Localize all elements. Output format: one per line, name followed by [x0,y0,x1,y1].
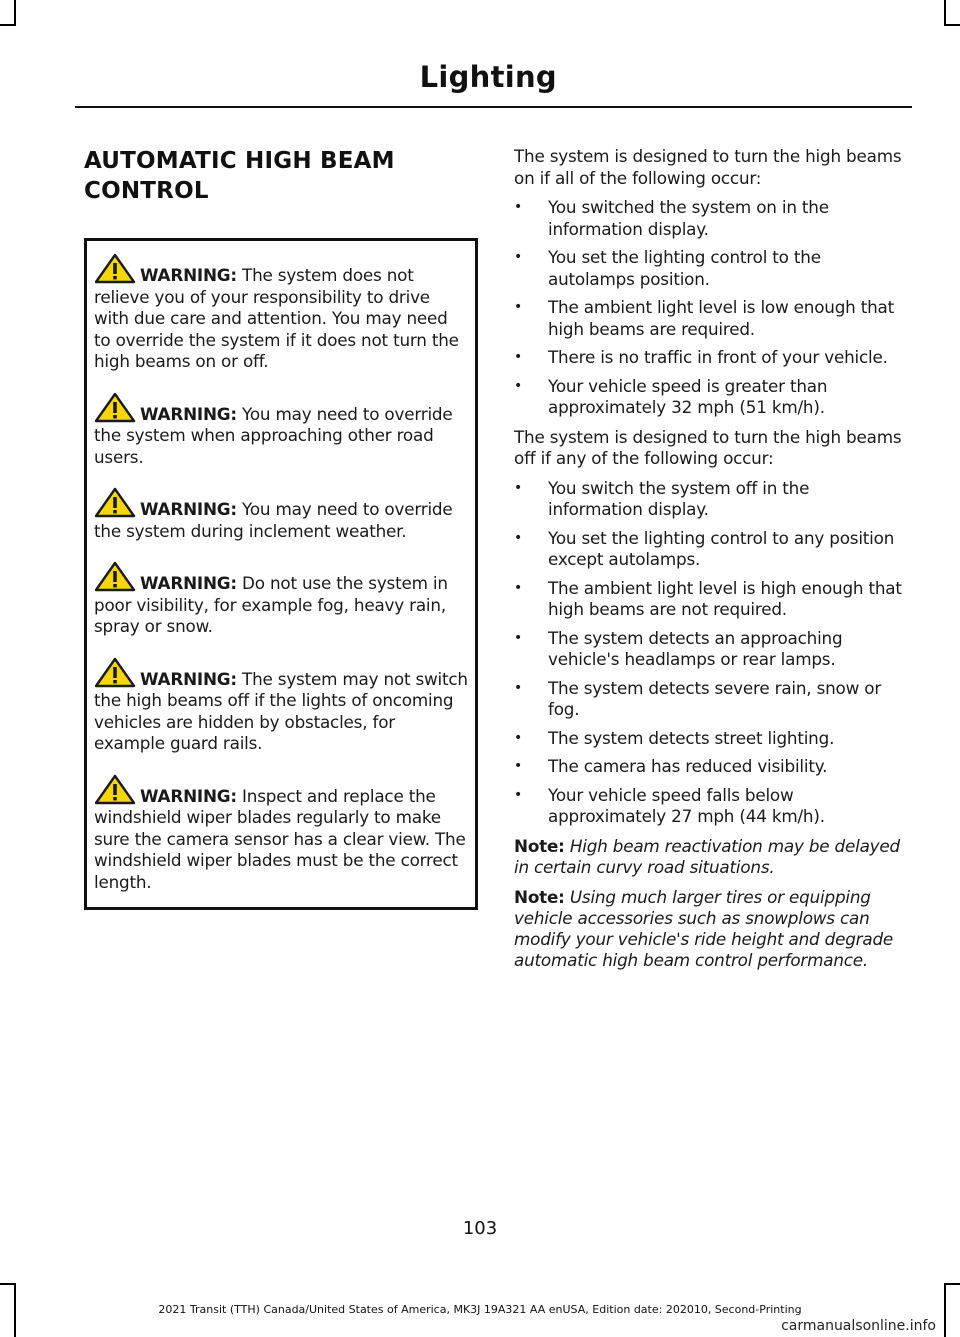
list-item [514,297,909,340]
left-column [84,146,474,910]
note-label: Note: [514,835,565,856]
warning-triangle-icon [94,561,136,592]
crop-mark [0,1283,16,1285]
list-item-text: You switch the system off in the information display. [548,477,810,519]
warning-label: WARNING: [140,573,237,593]
list-item-text: There is no traffic in front of your vehicle. [548,347,888,367]
section-title [84,146,474,206]
list-item-text: The camera has reduced visibility. [548,756,828,776]
list-item-text: You set the lighting control to the autolamps position. [548,247,821,289]
list-item-text: The system detects street lighting. [548,727,835,748]
list-item [514,756,909,778]
warning-item [94,774,468,894]
warning-text: The system does not relieve you of your responsibility to drive with due care and attention. You may need to override the system if it does not turn the high beams on or off. [94,265,459,371]
crop-mark [0,24,16,26]
crop-mark [944,0,946,26]
warning-item [94,487,468,542]
list-item [514,376,909,419]
warning-box [84,238,478,910]
list-item [514,347,909,369]
bullet-icon: • [514,377,523,394]
warning-label: WARNING: [140,499,237,519]
off-conditions-list [514,478,909,828]
list-item [514,478,909,521]
bullet-icon: • [514,529,523,546]
warning-triangle-icon [94,392,136,423]
warning-item [94,561,468,638]
crop-mark [944,24,960,26]
warning-label: WARNING: [140,668,237,689]
bullet-icon: • [514,758,523,774]
warning-item [94,253,468,373]
list-item [514,628,909,671]
warning-triangle-icon [94,253,136,284]
bullet-icon: • [514,679,523,696]
list-item [514,528,909,571]
on-conditions-intro: The system is designed to turn the high beams on if all of the following occur: [514,146,902,188]
notes [514,836,909,971]
page-number: 103 [462,1218,498,1239]
warning-triangle-icon [94,487,136,518]
note-label: Note: [514,886,565,907]
list-item [514,197,909,240]
list-item [514,785,909,828]
off-conditions-intro: The system is designed to turn the high beams off if any of the following occur: [514,426,902,468]
list-item-text: You set the lighting control to any position except autolamps. [548,527,895,569]
bullet-icon: • [514,249,523,265]
warning-item [94,657,468,755]
warning-label: WARNING: [140,403,237,424]
list-item-text: You switched the system on in the information display. [548,197,829,239]
section-title-line-1: AUTOMATIC HIGH BEAM [84,148,395,174]
bullet-icon: • [514,786,523,803]
bullet-icon: • [514,729,523,746]
warning-text: Do not use the system in poor visibility, for example fog, heavy rain, spray or snow. [94,573,448,636]
edition-footer: 2021 Transit (TTH) Canada/United States of America, MK3J 19A321 AA enUSA, Edition date: 202010, Second-Printing [158,1303,802,1316]
note [514,836,909,878]
on-conditions-list [514,197,909,419]
warning-label: WARNING: [140,265,237,285]
bullet-icon: • [514,349,523,365]
bullet-icon: • [514,299,523,315]
bullet-icon: • [514,199,523,215]
list-item-text: The ambient light level is high enough that high beams are not required. [548,577,902,619]
list-item-text: Your vehicle speed is greater than approximately 32 mph (51 km/h). [548,375,828,417]
list-item [514,578,909,621]
list-item-text: The system detects severe rain, snow or fog. [548,677,882,719]
warning-text: Inspect and replace the windshield wiper blades regularly to make sure the camera sensor has a clear view. The windshield wiper blades must be the correct length. [94,785,466,892]
section-title-line-2: CONTROL [84,178,209,204]
crop-mark [14,0,16,26]
warning-text: You may need to override the system during inclement weather. [94,499,453,541]
warning-text: You may need to override the system when approaching other road users. [94,403,453,467]
list-item-text: The ambient light level is low enough that high beams are required. [548,297,895,339]
warning-text: The system may not switch the high beams off if the lights of oncoming vehicles are hidden by obstacles, for example guard rails. [94,668,468,753]
note-text: High beam reactivation may be delayed in certain curvy road situations. [514,835,900,877]
watermark: carmanualsonline.info [781,1318,936,1334]
list-item-text: Your vehicle speed falls below approximately 27 mph (44 km/h). [548,784,825,826]
bullet-icon: • [514,629,523,646]
list-item [514,247,909,290]
note [514,887,909,971]
warning-item [94,392,468,469]
note-text: Using much larger tires or equipping vehicle accessories such as snowplows can modify your vehicle's ride height and degrade automatic high beam control performance. [514,886,894,970]
page-header-title: Lighting [419,60,557,94]
crop-mark [944,1283,960,1285]
warning-triangle-icon [94,774,136,805]
right-column [514,146,909,980]
list-item-text: The system detects an approaching vehicle's headlamps or rear lamps. [548,627,843,669]
list-item [514,678,909,721]
header-rule [75,106,912,108]
list-item [514,728,909,750]
bullet-icon: • [514,579,523,596]
warning-triangle-icon [94,657,136,688]
warning-label: WARNING: [140,785,237,806]
bullet-icon: • [514,479,523,496]
